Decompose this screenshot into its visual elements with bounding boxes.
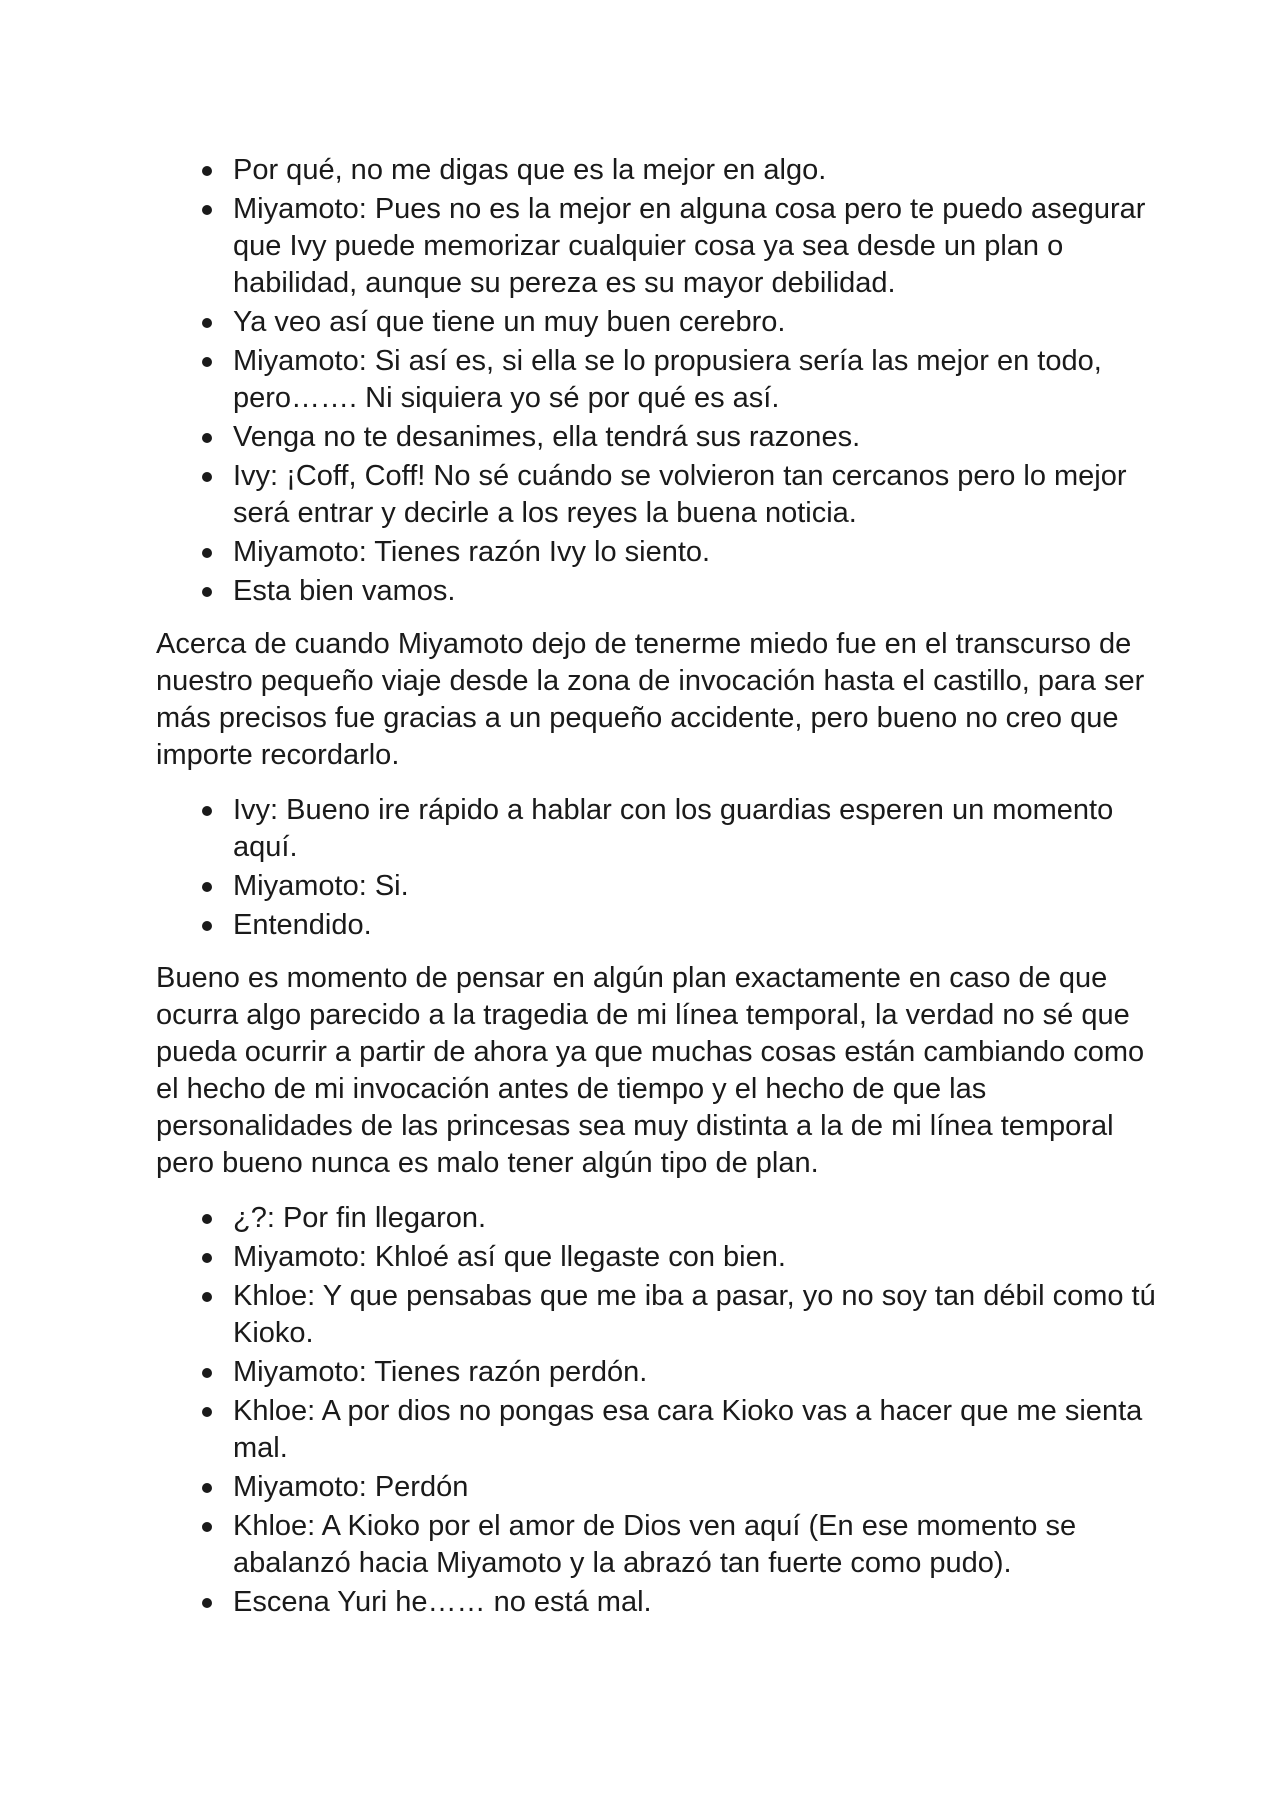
list-item-text: Ivy: ¡Coff, Coff! No sé cuándo se volvieron tan cercanos pero lo mejor será entrar y decirle a los reyes la buena noticia. [233, 460, 1127, 529]
list-item-text: Escena Yuri he…… no está mal. [233, 1586, 652, 1618]
bullet-icon [202, 882, 212, 892]
bullet-icon [202, 1598, 212, 1608]
bullet-icon [202, 921, 212, 931]
list-item [156, 1508, 1156, 1582]
dialogue-list-1 [156, 152, 1156, 610]
bullet-icon [202, 472, 212, 482]
list-item-text: Por qué, no me digas que es la mejor en algo. [233, 154, 827, 186]
list-item [156, 304, 1156, 341]
bullet-icon [202, 1214, 212, 1224]
list-item-text: Miyamoto: Pues no es la mejor en alguna cosa pero te puedo asegurar que Ivy puede memorizar cualquier cosa ya sea desde un plan o habilidad, aunque su pereza es su mayor debilidad. [233, 193, 1146, 299]
list-item [156, 868, 1156, 905]
bullet-icon [202, 357, 212, 367]
narration-paragraph-2: Bueno es momento de pensar en algún plan exactamente en caso de que ocurra algo parecido a la tragedia de mi línea temporal, la verdad no sé que pueda ocurrir a partir de ahora ya que muchas cosas están cambiando como el hecho de mi invocación antes de tiempo y el hecho de que las personalidades de las princesas sea muy distinta a la de mi línea temporal pero bueno nunca es malo tener algún tipo de plan. [156, 962, 1145, 1179]
list-item [156, 534, 1156, 571]
list-item [156, 907, 1156, 944]
list-item-text: Ya veo así que tiene un muy buen cerebro. [233, 306, 786, 338]
list-item [156, 1469, 1156, 1506]
narration-paragraph-1: Acerca de cuando Miyamoto dejo de tenerme miedo fue en el transcurso de nuestro pequeño viaje desde la zona de invocación hasta el castillo, para ser más precisos fue gracias a un pequeño accidente, pero bueno no creo que importe recordarlo. [156, 628, 1145, 771]
list-item-text: Miyamoto: Tienes razón perdón. [233, 1356, 648, 1388]
dialogue-list-2 [156, 792, 1156, 944]
bullet-icon [202, 1292, 212, 1302]
list-item [156, 792, 1156, 866]
dialogue-list-3 [156, 1200, 1156, 1621]
list-item [156, 1278, 1156, 1352]
list-item-text: Miyamoto: Tienes razón Ivy lo siento. [233, 536, 711, 568]
list-item [156, 1200, 1156, 1237]
list-item-text: ¿?: Por fin llegaron. [233, 1202, 487, 1234]
list-item-text: Entendido. [233, 909, 372, 941]
list-item-text: Khloe: A Kioko por el amor de Dios ven aquí (En ese momento se abalanzó hacia Miyamoto y la abrazó tan fuerte como pudo). [233, 1510, 1077, 1579]
list-item [156, 573, 1156, 610]
list-item-text: Ivy: Bueno ire rápido a hablar con los guardias esperen un momento aquí. [233, 794, 1114, 863]
bullet-icon [202, 806, 212, 816]
list-item-text: Miyamoto: Si. [233, 870, 409, 902]
bullet-icon [202, 166, 212, 176]
list-item-text: Miyamoto: Khloé así que llegaste con bien. [233, 1241, 786, 1273]
bullet-icon [202, 1407, 212, 1417]
list-item-text: Esta bien vamos. [233, 575, 456, 607]
bullet-icon [202, 548, 212, 558]
list-item [156, 458, 1156, 532]
bullet-icon [202, 205, 212, 215]
bullet-icon [202, 1522, 212, 1532]
bullet-icon [202, 433, 212, 443]
list-item [156, 1584, 1156, 1621]
list-item-text: Venga no te desanimes, ella tendrá sus razones. [233, 421, 861, 453]
list-item [156, 1239, 1156, 1276]
list-item [156, 343, 1156, 417]
list-item [156, 1393, 1156, 1467]
bullet-icon [202, 587, 212, 597]
list-item [156, 419, 1156, 456]
list-item-text: Khloe: Y que pensabas que me iba a pasar, yo no soy tan débil como tú Kioko. [233, 1280, 1156, 1349]
list-item-text: Miyamoto: Si así es, si ella se lo propusiera sería las mejor en todo, pero……. Ni siquiera yo sé por qué es así. [233, 345, 1102, 414]
list-item [156, 152, 1156, 189]
bullet-icon [202, 1368, 212, 1378]
bullet-icon [202, 318, 212, 328]
bullet-icon [202, 1483, 212, 1493]
list-item-text: Miyamoto: Perdón [233, 1471, 469, 1503]
document-page [156, 152, 1156, 1623]
list-item [156, 191, 1156, 302]
list-item [156, 1354, 1156, 1391]
list-item-text: Khloe: A por dios no pongas esa cara Kioko vas a hacer que me sienta mal. [233, 1395, 1143, 1464]
bullet-icon [202, 1253, 212, 1263]
